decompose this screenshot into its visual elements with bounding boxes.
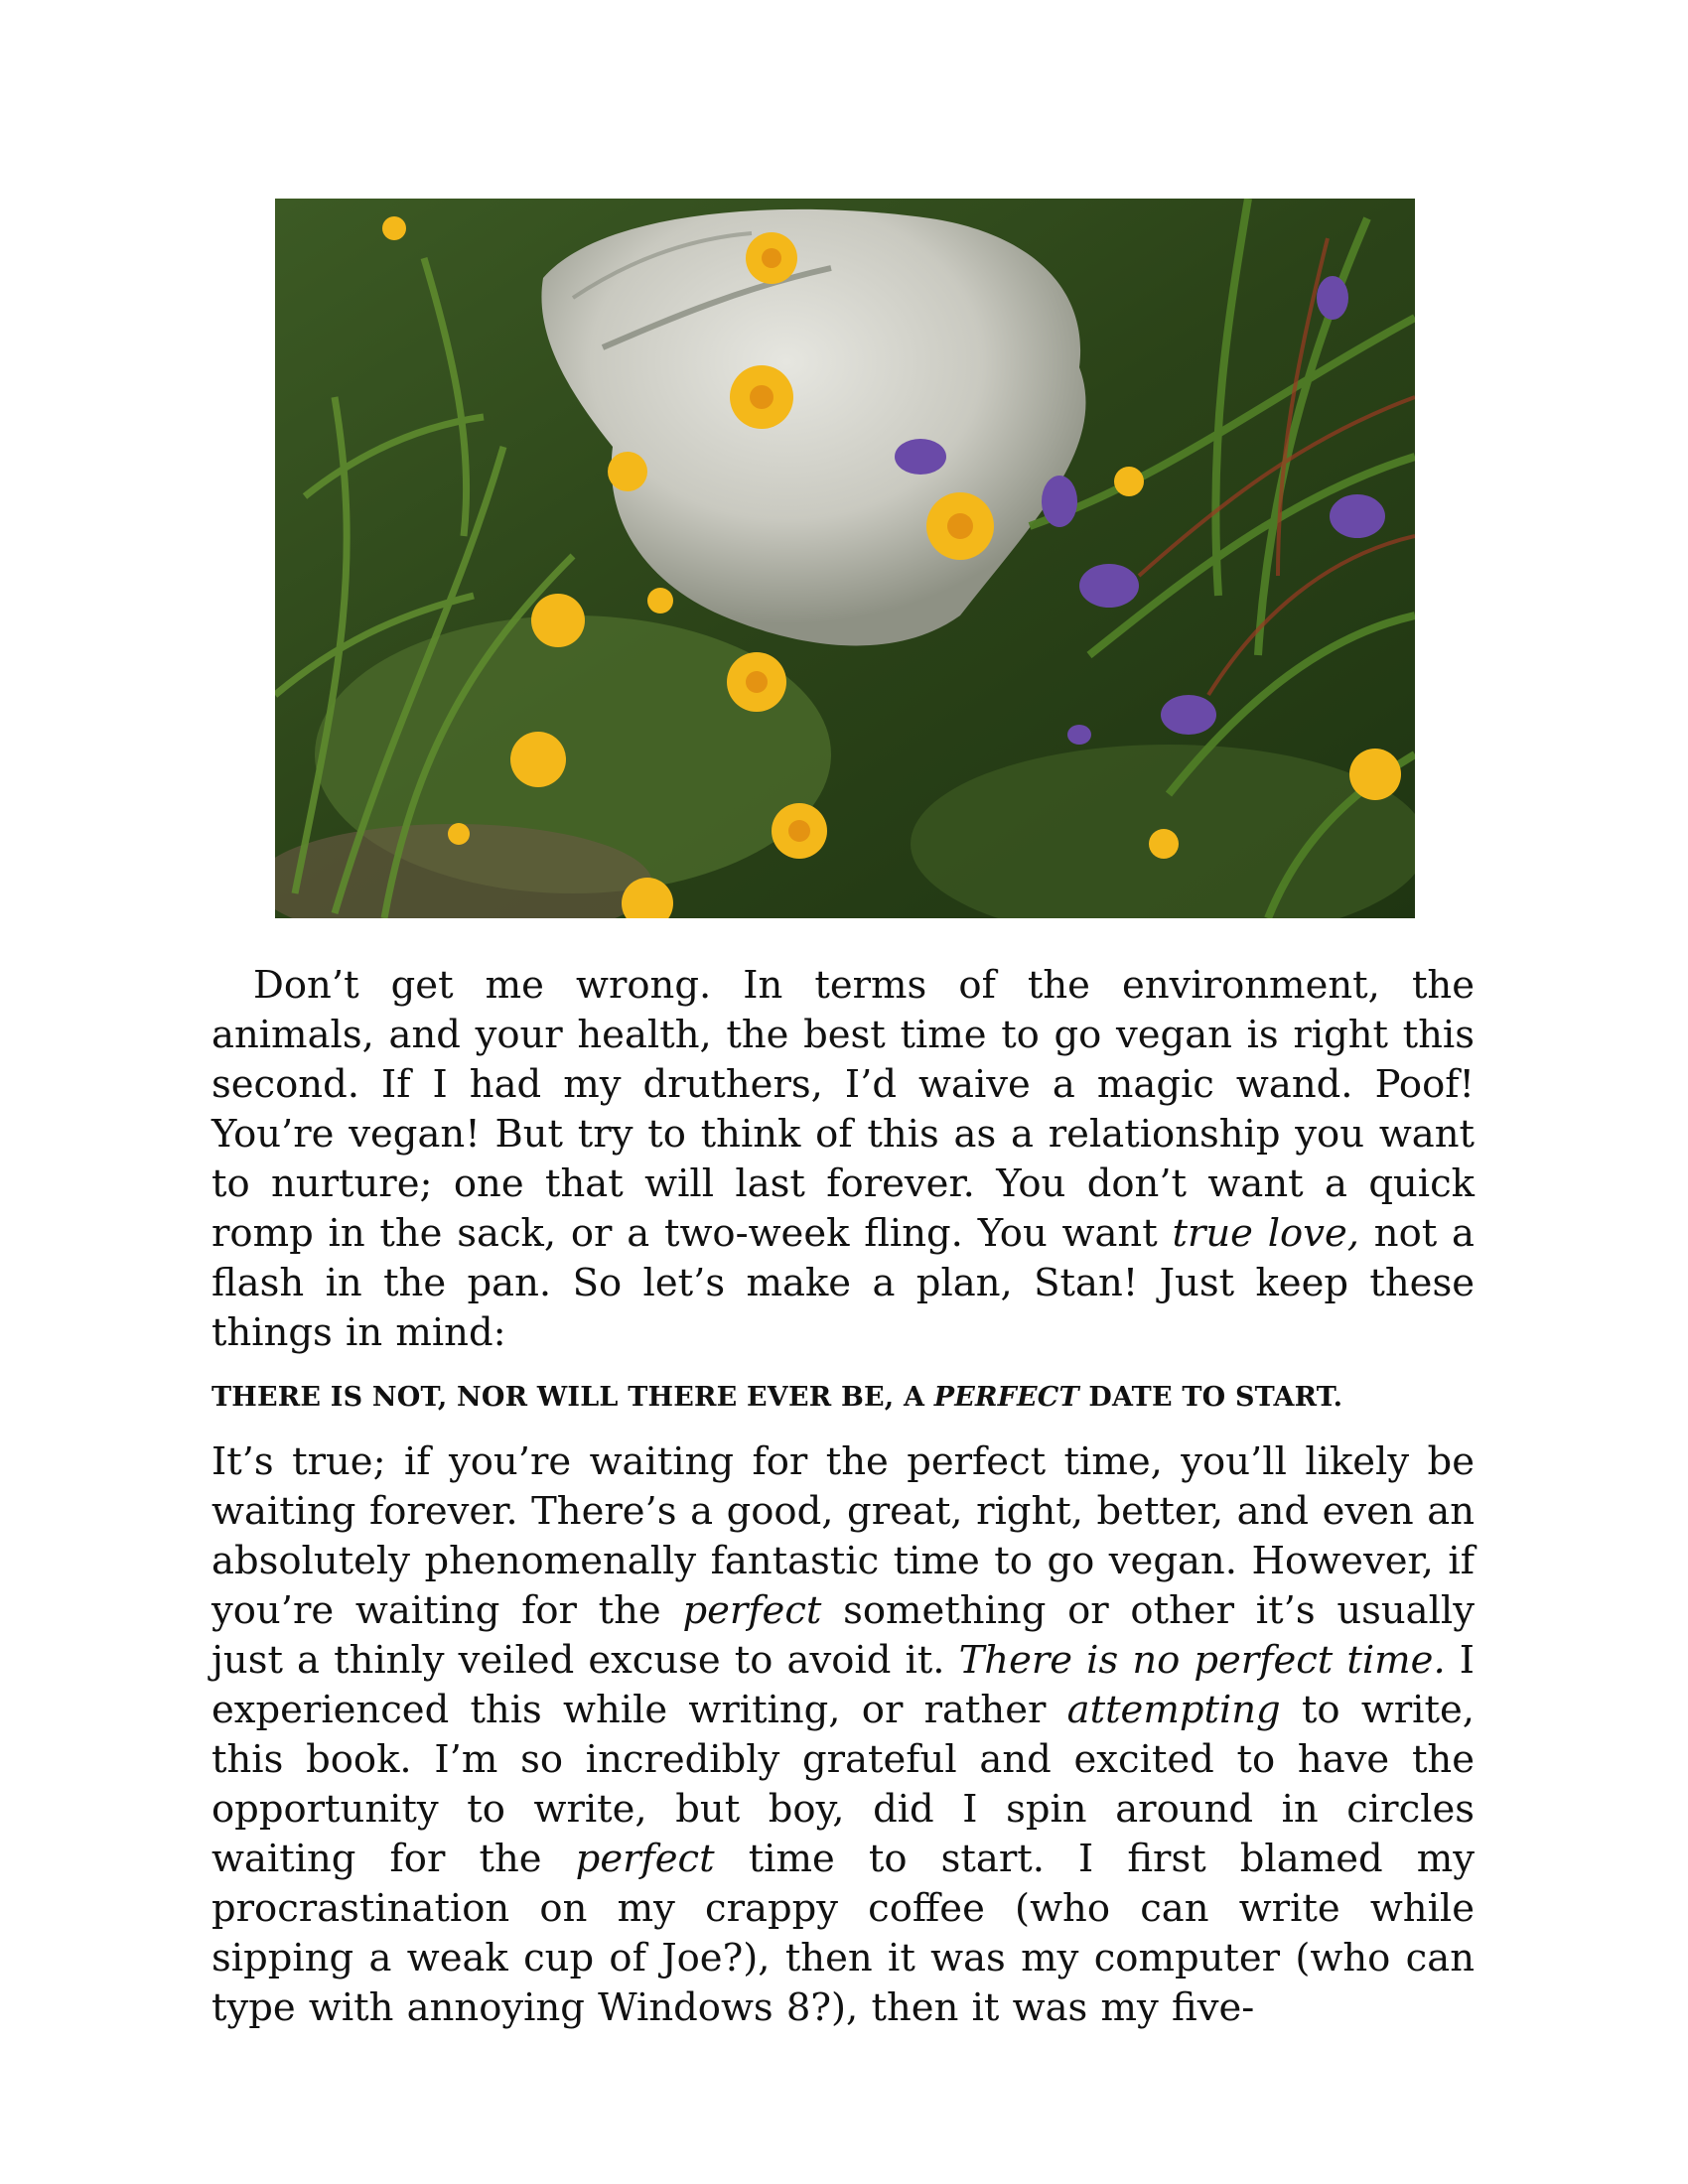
emphasis-text: attempting: [1066, 1688, 1281, 1732]
garden-photo: [275, 199, 1415, 918]
paragraph-text: Don’t get me wrong. In terms of the environment, the animals, and your health, the best time to go vegan is right this second. If I had my druthers, I’d waive a magic wand. Poof! You’re vegan! But try to think of this as a relationship you want to nurture; one that will last forever. You don’t want a quick romp in the sack, or a two-week fling. You want: [211, 963, 1475, 1256]
intro-paragraph: [211, 961, 1475, 1358]
paragraph-text: I experienced this while writing, or rather: [211, 1638, 1475, 1732]
heading-text: DATE TO START.: [1078, 1382, 1343, 1413]
heading-text: THERE IS NOT, NOR WILL THERE EVER BE, A: [211, 1382, 934, 1413]
emphasis-text: There is no perfect time.: [958, 1638, 1446, 1683]
garden-photo-icon: [275, 199, 1415, 918]
body-paragraph: [211, 1437, 1475, 2033]
paragraph-text: something or other it’s usually just a thinly veiled excuse to avoid it.: [211, 1588, 1475, 1683]
emphasis-text: perfect: [682, 1588, 822, 1633]
heading-emphasis: PERFECT: [933, 1382, 1079, 1413]
section-heading: [211, 1382, 1475, 1413]
paragraph-text: It’s true; if you’re waiting for the perfect time, you’ll likely be waiting forever. There’s a good, great, right, better, and even an absolutely phenomenally fantastic time to go vegan. However, if you’re waiting for the: [211, 1439, 1475, 1633]
emphasis-text: true love,: [1172, 1211, 1360, 1256]
emphasis-text: perfect: [575, 1837, 715, 1881]
paragraph-text: time to start. I first blamed my procrastination on my crappy coffee (who can write while sipping a weak cup of Joe?), then it was my computer (who can type with annoying Windows 8?), then it was my five-: [211, 1837, 1475, 2030]
paragraph-text: to write, this book. I’m so incredibly grateful and excited to have the opportunity to write, but boy, did I spin around in circles waiting for the: [211, 1688, 1475, 1881]
paragraph-text: not a flash in the pan. So let’s make a plan, Stan! Just keep these things in mind:: [211, 1211, 1475, 1355]
